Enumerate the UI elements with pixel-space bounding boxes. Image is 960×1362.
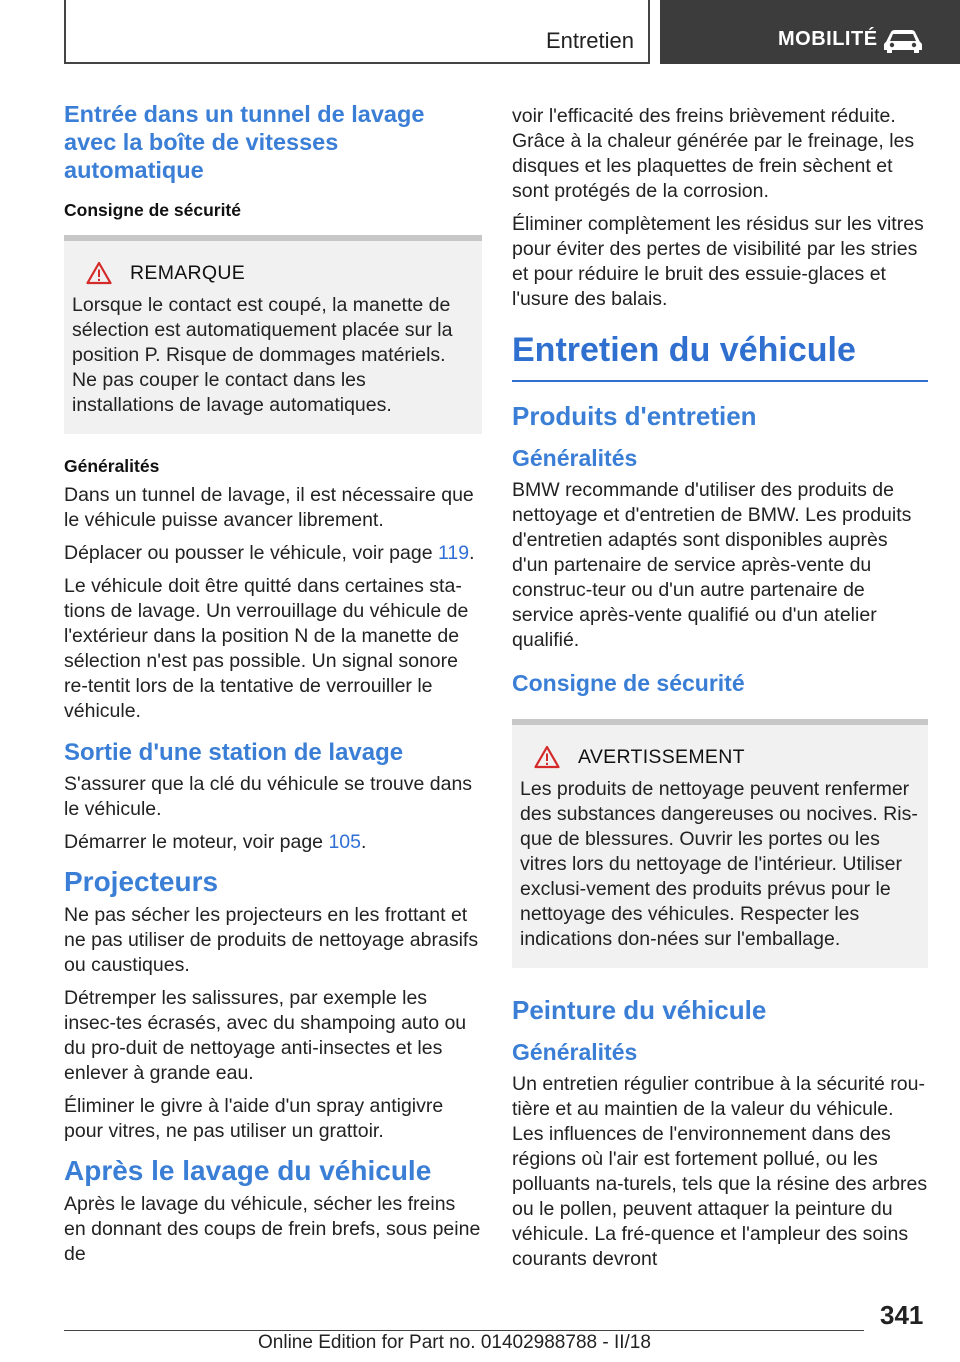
header-section-title: Entretien [545,28,634,53]
heading-safety-note: Consigne de sécurité [64,200,241,220]
notice-box-avertissement [512,719,928,968]
paragraph: Éliminer complètement les résidus sur les vitres pour éviter des pertes de visibilité par les stries et pour réduire le bruit des essuie-glaces et l'usure des balais. [512,213,924,310]
car-icon [882,26,924,54]
page-link-119[interactable]: 119 [437,542,470,564]
footer-divider [64,1330,864,1331]
paragraph-text: Déplacer ou pousser le véhicule, voir page [64,542,438,564]
paragraph: S'assurer que la clé du véhicule se trouve dans le véhicule. [64,773,473,820]
heading-wash-exit: Sortie d'une station de lavage [64,739,404,766]
notice-title: AVERTISSEMENT [578,745,745,768]
heading-vehicle-care: Entretien du véhicule [512,330,928,382]
paragraph: Le véhicule doit être quitté dans certaines sta-tions de lavage. Un verrouillage du véhicule de l'extérieur dans la position N de la manette de sélection n'est pas possible. Un signal sonore re-tentit lors de la tentative de verrouiller le véhicule. [64,575,469,722]
heading-headlights: Projecteurs [64,866,219,897]
heading-car-wash-entry: Entrée dans un tunnel de lavage avec la boîte de vitesses automatique [64,101,425,183]
left-column [64,100,482,1275]
paragraph-end: . [469,542,475,564]
header-chapter-label: MOBILITÉ [778,28,878,50]
paragraph-with-link [64,830,482,855]
notice-box-remarque [64,235,482,434]
paragraph: BMW recommande d'utiliser des produits de nettoyage et d'entretien de BMW. Les produits d'entretien adaptés sont disponibles auprès d'un partenaire de service après-vente du construc-teur ou d'un autre partenaire de service après-vente qualifié ou d'un atelier qualifié. [512,479,912,651]
paragraph: Éliminer le givre à l'aide d'un spray antigivre pour vitres, ne pas utiliser un grattoir. [64,1095,444,1142]
paragraph: Dans un tunnel de lavage, il est nécessaire que le véhicule puisse avancer librement. [64,484,474,531]
notice-text: Lorsque le contact est coupé, la manette de sélection est automatiquement placée sur la position P. Risque de dommages matériels. Ne pas couper le contact dans les installations de lavage automatiques. [72,294,453,416]
footer-edition: Online Edition for Part no. 01402988788 - II/18 [258,1332,651,1353]
page-number: 341 [880,1300,924,1330]
warning-triangle-icon [534,745,560,769]
paragraph: Un entretien régulier contribue à la sécurité rou-tière et au maintien de la valeur du véhicule. Les influences de l'environnement dans des régions où l'air est fortement pollué, ou les polluants na-turels, tels que la résine des arbres ou le pollen, peuvent attaquer la peinture du véhicule. La fré-quence et l'ampleur des soins courants devront [512,1073,928,1270]
paragraph: Après le lavage du véhicule, sécher les freins en donnant des coups de frein brefs, sous peine de [64,1193,481,1265]
heading-general: Généralités [64,456,160,476]
heading-general: Généralités [512,445,638,471]
heading-vehicle-paint: Peinture du véhicule [512,995,767,1025]
paragraph: Ne pas sécher les projecteurs en les frottant et ne pas utiliser de produits de nettoyage abrasifs ou caustiques. [64,904,479,976]
page-link-105[interactable]: 105 [328,831,361,853]
right-column [512,104,928,1280]
notice-text: Les produits de nettoyage peuvent renfermer des substances dangereuses ou nocives. Ris-que de blessures. Ouvrir les portes ou les vitres lors du nettoyage de l'intérieur. Utiliser exclusi-vement des produits prévus pour le nettoyage des véhicules. Respecter les indications don-nées sur l'emballage. [520,778,918,950]
heading-safety-note: Consigne de sécurité [512,670,745,696]
heading-general: Généralités [512,1039,638,1065]
header-section-box [64,0,650,64]
paragraph-end: . [361,831,367,853]
heading-care-products: Produits d'entretien [512,401,757,431]
paragraph-text: Démarrer le moteur, voir page [64,831,329,853]
notice-title: REMARQUE [130,261,246,284]
heading-after-wash: Après le lavage du véhicule [64,1155,432,1186]
warning-triangle-icon [86,261,112,285]
paragraph-with-link [64,541,482,566]
paragraph: voir l'efficacité des freins brièvement réduite. Grâce à la chaleur générée par le freinage, les disques et les plaquettes de frein sèchent et sont protégés de la corrosion. [512,105,915,202]
paragraph: Détremper les salissures, par exemple les insec-tes écrasés, avec du shampoing auto ou du pro-duit de nettoyage anti-insectes et les enlever à grande eau. [64,987,467,1084]
